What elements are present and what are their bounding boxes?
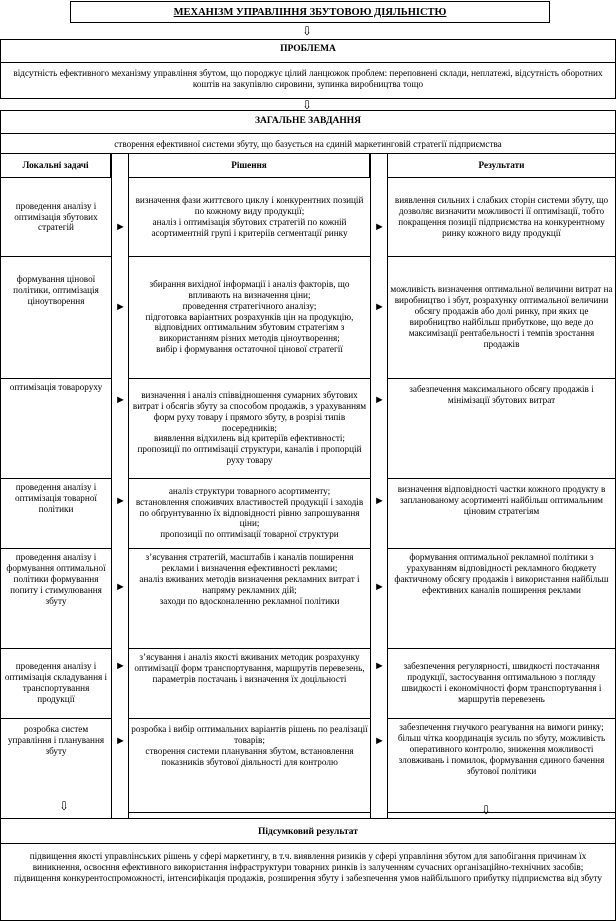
local-task-cell: оптимізація товароруху bbox=[9, 382, 103, 392]
arrow-right-icon: ► bbox=[374, 301, 385, 313]
arrow-down-icon: ⇩ bbox=[481, 803, 492, 817]
local-task-cell: проведення аналізу і формування оптимальної політики формування попиту і стимулювання збуту bbox=[6, 552, 106, 606]
final-text: підвищення якості управлінських рішень у сфері маркетингу, в т.ч. виявлення ризиків у сфері управління збутом для запобігання причинам їх виникнення, освоєння ефективного використання інфраструктури товарних ринків із залученням сучасних організаційно-технічних засобів; підвищення конкурентоспроможності, інтенсифікація продажів, розширення збуту і забезпечення умов найбільшого прибутку підприємства від збуту bbox=[14, 851, 602, 883]
task-section bbox=[0, 110, 616, 154]
local-task-cell: проведення аналізу і оптимізація збутових стратегій bbox=[14, 200, 98, 233]
arrow-down-icon: ⇩ bbox=[59, 799, 70, 813]
solution-cell: визначення і аналіз співвідношення сумарних збутових витрат і обсягів збуту за способом продажів, з урахуванням форм руху товару і прямого збуту, в розрізі типів посередників; виявлення відхилень від критеріїв ефективності; пропозиції по оптимізації структури, каналів і пропорцій руху товару bbox=[132, 389, 367, 466]
problem-divider bbox=[1, 62, 615, 63]
solution-cell: збирання вихідної інформації і аналіз факторів, що впливають на визначення ціни; проведення стратегічного аналізу; підготовка варіантних розрахунків цін на продукцію, відповідних оптимальним збутовим стратегіям з використанням різних методів ціноутворення; вибір і формування остаточної цінової стратегії bbox=[145, 278, 354, 355]
arrow-right-icon: ► bbox=[115, 221, 126, 233]
column-line bbox=[111, 154, 112, 818]
table-area bbox=[0, 154, 616, 818]
arrow-right-icon: ► bbox=[374, 660, 385, 672]
arrow-right-icon: ► bbox=[115, 735, 126, 747]
table-bottom-line bbox=[387, 812, 615, 813]
problem-section bbox=[0, 39, 616, 99]
result-cell: забезпечення максимального обсягу продажів і мінімізації збутових витрат bbox=[409, 384, 594, 405]
arrow-down-icon: ⇩ bbox=[302, 24, 313, 38]
local-task-cell: розробка систем управління і планування збуту bbox=[7, 724, 105, 756]
solution-cell: з’ясування стратегій, масштабів і каналів поширення реклами і визначення ефективності реклами; аналіз вживаних методів визначення рекламних витрат і напряму рекламних дій; заходи по вдосконаленню рекламної політики bbox=[139, 552, 360, 606]
arrow-right-icon: ► bbox=[115, 495, 126, 507]
result-cell: можливість визначення оптимальної величини витрат на виробництво і збут, розрахунку оптимальної величини обсягу продажів або долі ринку, при яких це виробництво найбільш прибуткове, що веде до максимізації рентабельності і темпів зростання продажів bbox=[390, 284, 613, 349]
task-divider bbox=[1, 133, 615, 134]
final-divider bbox=[1, 843, 615, 844]
solution-cell: визначення фази життєвого циклу і конкурентних позицій по кожному виду продукції; аналіз і оптимізація збутових стратегій по кожній асортиментній групі і критеріїв сегментації ринку bbox=[135, 195, 364, 238]
result-cell: забезпечення гнучкого реагування на вимоги ринку; більш чітка координація зусиль по збуту, можливість оперативного контролю, зниження можливості зловживань і помилок, формування єдиного бачення збутової політики bbox=[397, 722, 606, 776]
result-cell: забезпечення регулярності, швидкості постачання продукції, застосування оптимальною з погляду швидкості і економічності форм транспортування і маршрутів перевезень bbox=[401, 661, 602, 704]
table-bottom-line bbox=[128, 812, 370, 813]
final-heading: Підсумковий результат bbox=[258, 827, 358, 837]
column-line bbox=[370, 154, 371, 818]
result-cell: виявлення сильних і слабких сторін системи збуту, що дозволяє визначити можливості її оптимізації, тобто покращення позиції підприємства на конкурентному ринку кожного виду продукції bbox=[394, 195, 609, 238]
column-header-local: Локальні задачі bbox=[1, 154, 111, 178]
arrow-right-icon: ► bbox=[115, 660, 126, 672]
solution-cell: аналіз структури товарного асортименту; встановлення споживчих властивостей продукції і заходів по обґрунтуванню їх відповідності рівню запрошування ціни; пропозиції по оптимізації товарної структури bbox=[135, 485, 364, 540]
problem-heading: ПРОБЛЕМА bbox=[280, 44, 336, 54]
arrow-right-icon: ► bbox=[374, 735, 385, 747]
column-header-solutions: Рішення bbox=[128, 154, 370, 178]
arrow-right-icon: ► bbox=[374, 394, 385, 406]
local-task-cell: формування цінової політики, оптимізація ціноутворення bbox=[13, 274, 99, 306]
problem-text: відсутність ефективного механізму управління збутом, що породжує цілий ланцюжок проблем: переповнені склади, неплатежі, відсутність оборотних коштів на закупівлю сировини, зупинка виробництва тощо bbox=[13, 68, 603, 89]
arrow-down-icon: ⇩ bbox=[302, 98, 313, 112]
arrow-right-icon: ► bbox=[115, 394, 126, 406]
local-task-cell: проведення аналізу і оптимізація товарної політики bbox=[15, 482, 97, 514]
result-cell: визначення відповідності частки кожного продукту в запланованому асортименті найбільш оптимальним ціновим стратегіям bbox=[397, 484, 606, 516]
arrow-right-icon: ► bbox=[115, 581, 126, 593]
local-task-cell: проведення аналізу і оптимізація складування і транспортування продукції bbox=[4, 661, 108, 704]
arrow-right-icon: ► bbox=[115, 301, 126, 313]
task-text: створення ефективної системи збуту, що базується на єдиній маркетинговій стратегії підприємства bbox=[114, 139, 502, 149]
task-heading: ЗАГАЛЬНЕ ЗАВДАННЯ bbox=[254, 116, 362, 126]
arrow-right-icon: ► bbox=[374, 221, 385, 233]
solution-cell: з’ясування і аналіз якості вживаних методик розрахунку оптимізації форм транспортування, маршрутів перевезень, параметрів постачань і визначення їх доцільності bbox=[134, 652, 365, 684]
arrow-right-icon: ► bbox=[374, 581, 385, 593]
diagram-title bbox=[70, 1, 550, 23]
result-cell: формування оптимальної рекламної політики з урахуванням відповідності рекламного бюджету фактичному обсягу продажів і використання найбільш ефективних каналів поширення реклами bbox=[394, 552, 609, 595]
column-header-results: Результати bbox=[387, 154, 615, 178]
solution-cell: розробка і вибір оптимальних варіантів рішень по реалізації товарів; створення системи планування збутом, встановлення показників збутової діяльності для контролю bbox=[131, 724, 368, 767]
final-section bbox=[0, 818, 616, 921]
arrow-right-icon: ► bbox=[374, 495, 385, 507]
diagram-title-text: МЕХАНІЗМ УПРАВЛІННЯ ЗБУТОВОЮ ДІЯЛЬНІСТЮ bbox=[173, 6, 447, 18]
